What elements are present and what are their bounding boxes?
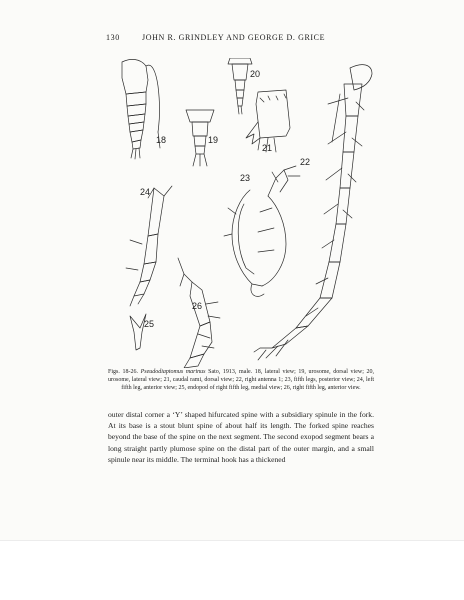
caption-text: Sato, 1913, male. 18, lateral view; 19, urosome, dorsal view; 20, urosome, lateral view; 21, caudal rami, dorsal view; 22, right antenna 1; 23, fifth legs, posterior view; 24, left fifth leg, anterior view; 25, endopod of right fifth leg, medial view; 26, right fifth leg, anterior view. (108, 369, 374, 392)
figure-label-20: 20 (250, 69, 261, 79)
figure-label-22: 22 (300, 157, 311, 167)
figure-label-25: 25 (144, 319, 155, 329)
fig-20-drawing (228, 58, 252, 114)
fig-26-drawing (178, 258, 220, 368)
caption-lead: Figs. 18-26. (108, 369, 138, 375)
fig-18-drawing (122, 59, 160, 159)
figure-label-23: 23 (240, 173, 251, 183)
figure-label-18: 18 (156, 135, 167, 145)
fig-24-drawing (126, 186, 172, 306)
body-paragraph: outer distal corner a ‘Y’ shaped hifurcated spine with a subsidiary spinule in the fork. At its base is a stout blunt spine of about half its length. The forked spine reaches beyond the base of the spine on the next segment. The second exopod segment bears a long straight partly plumose spine on the distal part of the outer margin, and a small spinule near its middle. The terminal hook has a thickened (108, 410, 374, 464)
figure-label-21: 21 (262, 143, 273, 153)
figure-label-24: 24 (140, 187, 151, 197)
figure-label-19: 19 (208, 135, 219, 145)
caption-species: Pseudodiaptomus marinus (140, 369, 206, 375)
figure-label-26: 26 (192, 301, 203, 311)
page-number: 130 (106, 33, 120, 42)
figure-drawings (100, 58, 380, 368)
fig-22-drawing (254, 65, 372, 360)
fig-23-drawing (224, 166, 300, 296)
page-header (106, 33, 376, 45)
figure-plate (100, 58, 380, 368)
running-head: JOHN R. GRINDLEY AND GEORGE D. GRICE (142, 33, 326, 42)
figure-caption (108, 368, 374, 393)
